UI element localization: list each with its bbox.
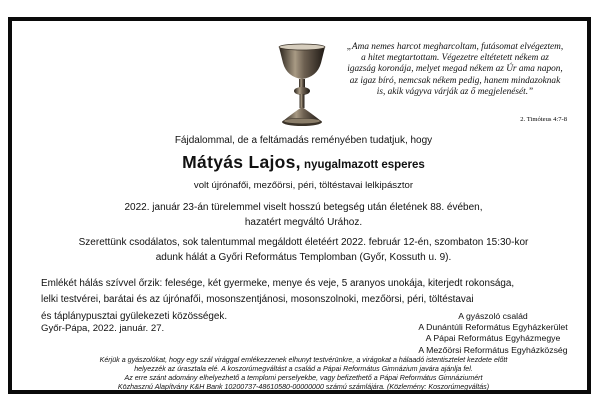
place-and-date: Győr-Pápa, 2022. január. 27. (41, 323, 165, 334)
mourner-item: A Dunántúli Református Egyházkerület (418, 322, 568, 333)
notice-line: helyezzék az úrasztala elé. A koszorúmegváltást a család a Pápai Református Gimnázium javára ajánlja fel. (134, 364, 473, 373)
quote-line: „Ama nemes harcot megharcoltam, futásomat elvégeztem, (346, 42, 564, 52)
memory-line: Emlékét hálás szívvel őrzik: felesége, két gyermeke, menye és veje, 5 aranyos unokája, kiterjedt rokonsága, (41, 278, 515, 289)
deceased-heading (12, 152, 595, 173)
bible-quote (330, 42, 580, 98)
mourner-item: A Mezőörsi Református Egyházközség (418, 344, 568, 355)
obituary-card (8, 17, 591, 394)
memory-line: lelki testvérei, barátai és az újrónafői, mosonszentjánosi, mosonszolnoki, mezőörsi, péri, töltéstavai (41, 294, 474, 306)
notice-line: Közhasznú Alapítvány K&H Bank 10200737-48610580-00000000 számú számlájára. (Közlemény: Koszorúmegváltás) (117, 382, 490, 391)
funeral-location: adunk hálát a Győri Református Templomban (Győr, Kossuth u. 9). (155, 252, 452, 263)
mourners-list (404, 311, 582, 356)
donation-notice (20, 356, 587, 392)
death-announcement: 2022. január 23-án türelemmel viselt hosszú betegség után életének 88. évében, (124, 202, 483, 213)
notice-line: Kérjük a gyászolókat, hogy egy szál virággal emlékezzenek elhunyt testvérünkre, a virágokat a hálaadó istentisztelet kezdete előtt (99, 356, 508, 364)
mourner-item: A gyászoló család (458, 311, 528, 321)
intro-text: Fájdalommal, de a feltámadás reményében tudatjuk, hogy (174, 135, 433, 146)
memory-line: és táplánypusztai gyülekezeti közösségek. (41, 310, 228, 322)
deceased-role: volt újrónafői, mezőörsi, péri, töltéstavai lelkipásztor (193, 180, 414, 191)
notice-line: Az erre szánt adomány elhelyezhető a templomi perselyekbe, vagy befizethető a Pápai Református Gimnáziumért (124, 373, 483, 382)
deceased-name: Mátyás Lajos, (182, 152, 301, 172)
mourner-item: A Pápai Református Egyházmegye (425, 333, 561, 344)
quote-line: az igaz bíró, nemcsak nékem pedig, hanem mindazoknak (349, 75, 561, 86)
quote-line: a hitet megtartottam. Végezetre eltétetett nékem az (361, 53, 549, 64)
quote-line: is, akik vágyva várják az ő megjelenését.” (376, 86, 534, 97)
chalice-icon (275, 41, 329, 129)
quote-line: igazság koronája, melyet megad nékem az Úr ama napon, (347, 64, 563, 75)
death-announcement-cont: hazatért megváltó Urához. (244, 217, 363, 228)
funeral-announcement: Szerettünk csodálatos, sok talentummal megáldott életéért 2022. február 12-én, szombaton 15:30-kor (78, 237, 529, 248)
quote-reference: 2. Timóteus 4:7-8 (520, 116, 567, 123)
deceased-title: nyugalmazott esperes (300, 159, 425, 171)
